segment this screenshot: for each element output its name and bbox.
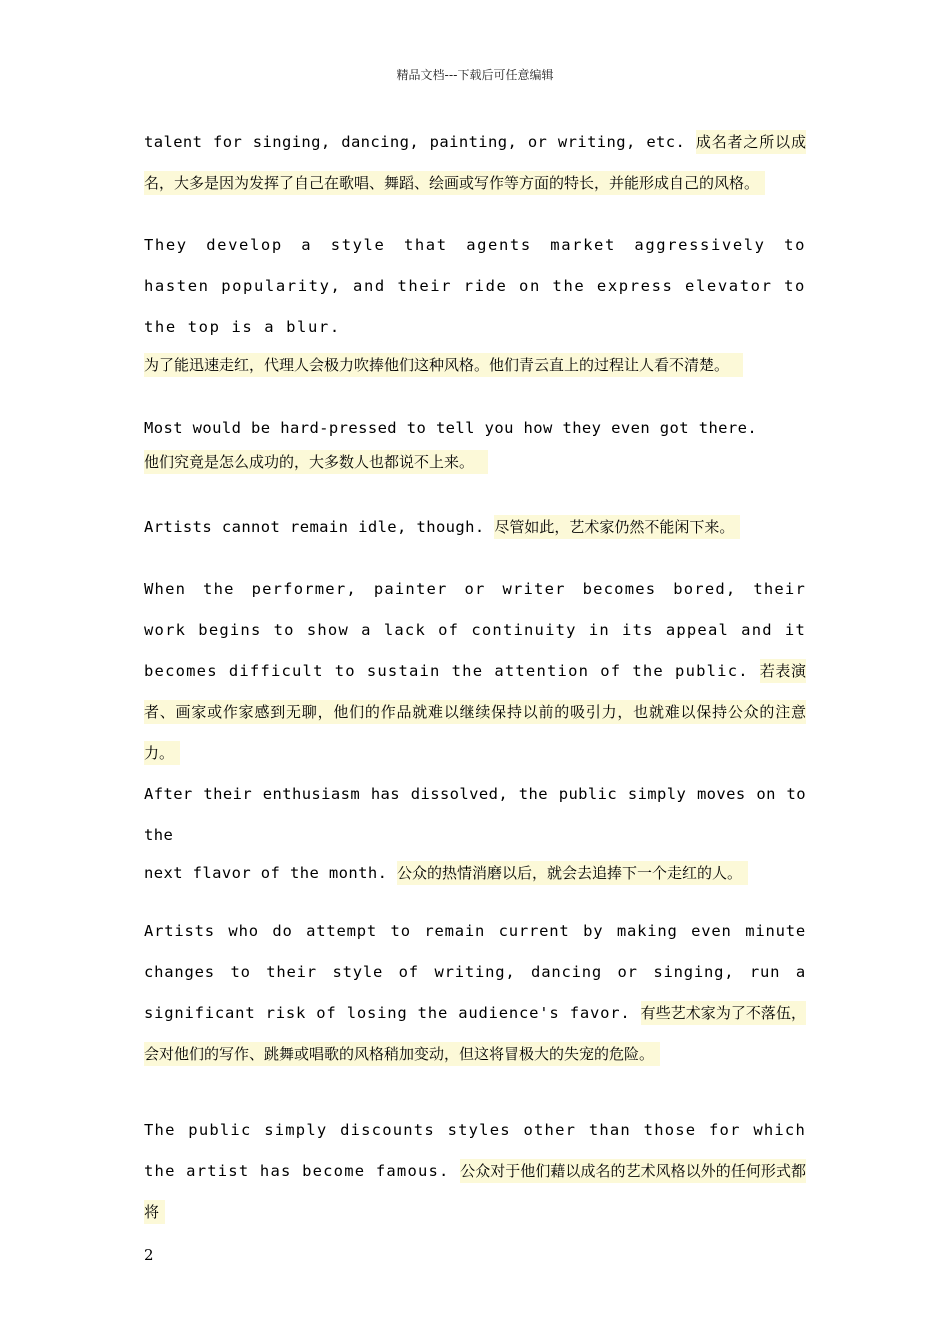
paragraph-3 xyxy=(144,411,806,479)
paragraph-8 xyxy=(144,1110,806,1233)
page-number: 2 xyxy=(144,1246,154,1264)
chinese-translation: 为了能迅速走红，代理人会极力吹捧他们这种风格。他们青云直上的过程让人看不清楚。 xyxy=(144,353,743,377)
chinese-translation: 若表演者、画家或作家感到无聊，他们的作品就难以继续保持以前的吸引力，也就难以保持公众的注意力。 xyxy=(144,659,806,765)
page-header: 精品文档---下载后可任意编辑 xyxy=(396,68,554,82)
english-text: After their enthusiasm has dissolved, the public simply moves on to the xyxy=(144,785,806,844)
english-text: Most would be hard-pressed to tell you how they even got there. xyxy=(144,419,758,437)
paragraph-7 xyxy=(144,911,806,1075)
paragraph-1 xyxy=(144,122,806,204)
chinese-translation: 公众对于他们藉以成名的艺术风格以外的任何形式都将 xyxy=(144,1159,806,1224)
english-text: Artists cannot remain idle, though. xyxy=(144,518,495,536)
chinese-translation: 尽管如此，艺术家仍然不能闲下来。 xyxy=(494,515,740,539)
document-body xyxy=(144,122,806,1233)
english-text: Artists who do attempt to remain current by making even minute changes to their style of writing, dancing or singing, run a significant risk of losing the audience's favor. xyxy=(144,922,806,1022)
english-text: next flavor of the month. xyxy=(144,864,398,882)
chinese-translation: 成名者之所以成名，大多是因为发挥了自己在歌唱、舞蹈、绘画或写作等方面的特长，并能形成自己的风格。 xyxy=(144,130,806,195)
english-text: talent for singing, dancing, painting, or writing, etc. xyxy=(144,133,696,151)
english-text: The public simply discounts styles other than those for which the artist has become famous. xyxy=(144,1121,806,1180)
chinese-translation: 他们究竟是怎么成功的，大多数人也都说不上来。 xyxy=(144,450,488,474)
chinese-translation: 有些艺术家为了不落伍，会对他们的写作、跳舞或唱歌的风格稍加变动，但这将冒极大的失宠的危险。 xyxy=(144,1001,806,1066)
chinese-translation: 公众的热情消磨以后，就会去追捧下一个走红的人。 xyxy=(397,861,748,885)
paragraph-4 xyxy=(144,507,806,548)
paragraph-2 xyxy=(144,225,806,382)
paragraph-6 xyxy=(144,774,806,890)
english-text: When the performer, painter or writer becomes bored, their work begins to show a lack of continuity in its appeal and it becomes difficult to sustain the attention of the public. xyxy=(144,580,806,680)
english-text: They develop a style that agents market aggressively to hasten popularity, and their ride on the express elevator to the top is a blur. xyxy=(144,236,806,336)
paragraph-5 xyxy=(144,569,806,774)
